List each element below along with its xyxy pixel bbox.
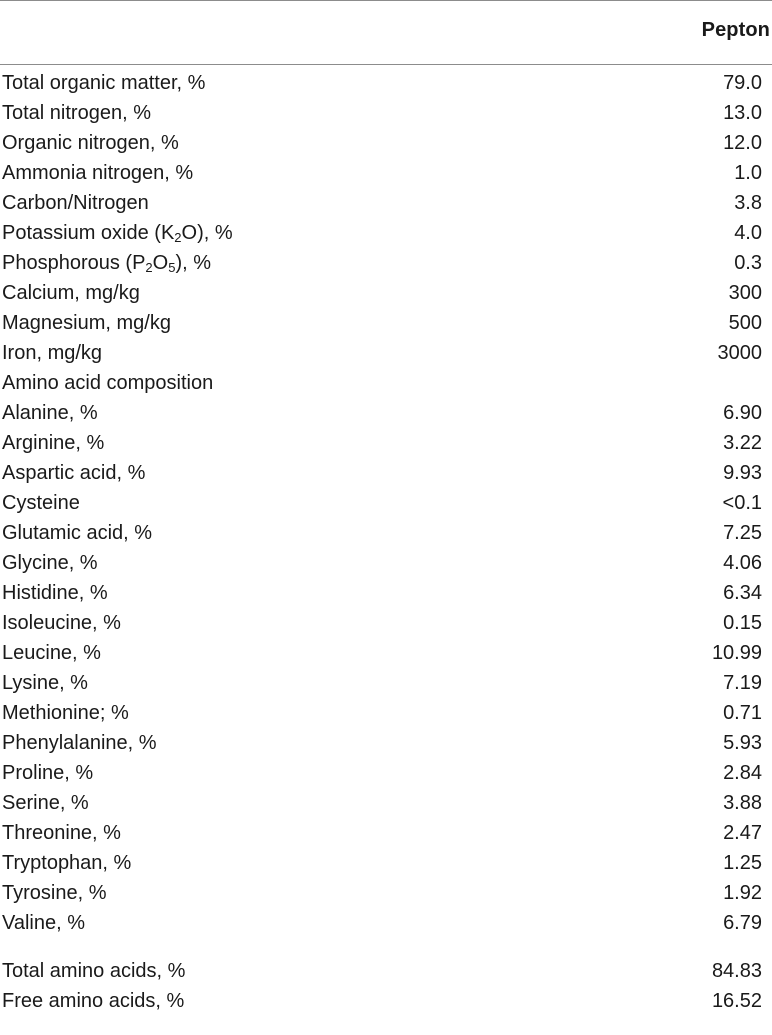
table-row-total-nitrogen	[0, 98, 772, 128]
table-row-glycine	[0, 548, 772, 578]
row-value: <0.1	[722, 492, 762, 514]
column-header-pepton: Pepton	[701, 19, 770, 41]
row-label: Glycine, %	[2, 552, 98, 574]
row-label: Organic nitrogen, %	[2, 132, 179, 154]
table-row-phosphorous	[0, 248, 772, 278]
row-label: Alanine, %	[2, 402, 98, 424]
label-text: O	[152, 252, 169, 274]
row-value: 4.06	[723, 552, 762, 574]
table-row-aspartic-acid	[0, 458, 772, 488]
row-label: Free amino acids, %	[2, 990, 185, 1012]
row-value: 2.84	[723, 762, 762, 784]
row-label: Iron, mg/kg	[2, 342, 103, 364]
row-value: 0.71	[723, 702, 762, 724]
header-divider-rule	[0, 64, 772, 65]
table-row-methionine	[0, 698, 772, 728]
row-label: Tyrosine, %	[2, 882, 107, 904]
row-value: 500	[728, 312, 762, 334]
row-value: 7.19	[723, 672, 762, 694]
row-value: 5.93	[723, 732, 762, 754]
table-row-tyrosine	[0, 878, 772, 908]
table-top-rule	[0, 0, 772, 1]
table-row-lysine	[0, 668, 772, 698]
table-header	[0, 14, 772, 46]
table-row-amino-acid-section	[0, 368, 772, 398]
row-value: 79.0	[723, 72, 762, 94]
row-value: 6.79	[723, 912, 762, 934]
table-row-calcium	[0, 278, 772, 308]
table-row-cysteine	[0, 488, 772, 518]
table-row-potassium-oxide	[0, 218, 772, 248]
table-row-phenylalanine	[0, 728, 772, 758]
row-value: 0.15	[723, 612, 762, 634]
table-row-arginine	[0, 428, 772, 458]
label-text: Phosphorous (P	[2, 252, 146, 274]
table-row-tryptophan	[0, 848, 772, 878]
row-value: 84.83	[711, 960, 762, 982]
table-row-alanine	[0, 398, 772, 428]
table-row-serine	[0, 788, 772, 818]
label-subscript: 2	[145, 260, 153, 275]
row-value: 3.8	[734, 192, 762, 214]
row-label: Magnesium, mg/kg	[2, 312, 171, 334]
section-label: Amino acid composition	[2, 372, 214, 394]
row-label: Carbon/Nitrogen	[2, 192, 149, 214]
row-value: 1.92	[723, 882, 762, 904]
row-label: Proline, %	[2, 762, 94, 784]
table-row-glutamic-acid	[0, 518, 772, 548]
row-value: 13.0	[723, 102, 762, 124]
row-label: Serine, %	[2, 792, 89, 814]
row-label: Aspartic acid, %	[2, 462, 146, 484]
row-label: Total nitrogen, %	[2, 102, 151, 124]
row-value: 1.25	[723, 852, 762, 874]
row-label: Total amino acids, %	[2, 960, 186, 982]
row-label	[2, 248, 211, 278]
row-label: Threonine, %	[2, 822, 121, 844]
row-value: 3.22	[723, 432, 762, 454]
row-label: Glutamic acid, %	[2, 522, 153, 544]
table-row-histidine	[0, 578, 772, 608]
row-value: 10.99	[711, 642, 762, 664]
table-row-carbon-nitrogen	[0, 188, 772, 218]
row-label: Histidine, %	[2, 582, 108, 604]
row-value: 2.47	[723, 822, 762, 844]
row-value: 7.25	[723, 522, 762, 544]
table-row-threonine	[0, 818, 772, 848]
row-value: 6.90	[723, 402, 762, 424]
label-subscript: 5	[168, 260, 176, 275]
label-subscript: 2	[174, 230, 182, 245]
row-label: Lysine, %	[2, 672, 88, 694]
row-label: Isoleucine, %	[2, 612, 121, 634]
row-value: 300	[728, 282, 762, 304]
table-row-valine	[0, 908, 772, 938]
row-value: 3.88	[723, 792, 762, 814]
table-row-proline	[0, 758, 772, 788]
row-label: Cysteine	[2, 492, 80, 514]
row-value: 1.0	[734, 162, 762, 184]
table-row-ammonia-nitrogen	[0, 158, 772, 188]
row-value: 12.0	[723, 132, 762, 154]
table-row-iron	[0, 338, 772, 368]
row-label: Methionine; %	[2, 702, 129, 724]
row-value: 4.0	[734, 222, 762, 244]
table-row-total-amino-acids	[0, 956, 772, 986]
table-row-isoleucine	[0, 608, 772, 638]
row-value: 6.34	[723, 582, 762, 604]
table-row-leucine	[0, 638, 772, 668]
row-label: Phenylalanine, %	[2, 732, 157, 754]
row-value: 9.93	[723, 462, 762, 484]
row-value: 0.3	[734, 252, 762, 274]
label-text: Potassium oxide (K	[2, 222, 175, 244]
row-label: Arginine, %	[2, 432, 105, 454]
table-row-free-amino-acids	[0, 986, 772, 1016]
row-label: Valine, %	[2, 912, 86, 934]
row-value: 3000	[717, 342, 762, 364]
composition-table-body	[0, 68, 772, 1016]
row-value: 16.52	[711, 990, 762, 1012]
table-row-total-organic-matter	[0, 68, 772, 98]
table-row-organic-nitrogen	[0, 128, 772, 158]
label-text: O), %	[181, 222, 233, 244]
row-label: Calcium, mg/kg	[2, 282, 140, 304]
row-label: Total organic matter, %	[2, 72, 206, 94]
table-row-magnesium	[0, 308, 772, 338]
row-label: Ammonia nitrogen, %	[2, 162, 194, 184]
row-label	[2, 218, 233, 248]
row-label: Tryptophan, %	[2, 852, 132, 874]
row-label: Leucine, %	[2, 642, 101, 664]
label-text: ), %	[175, 252, 212, 274]
